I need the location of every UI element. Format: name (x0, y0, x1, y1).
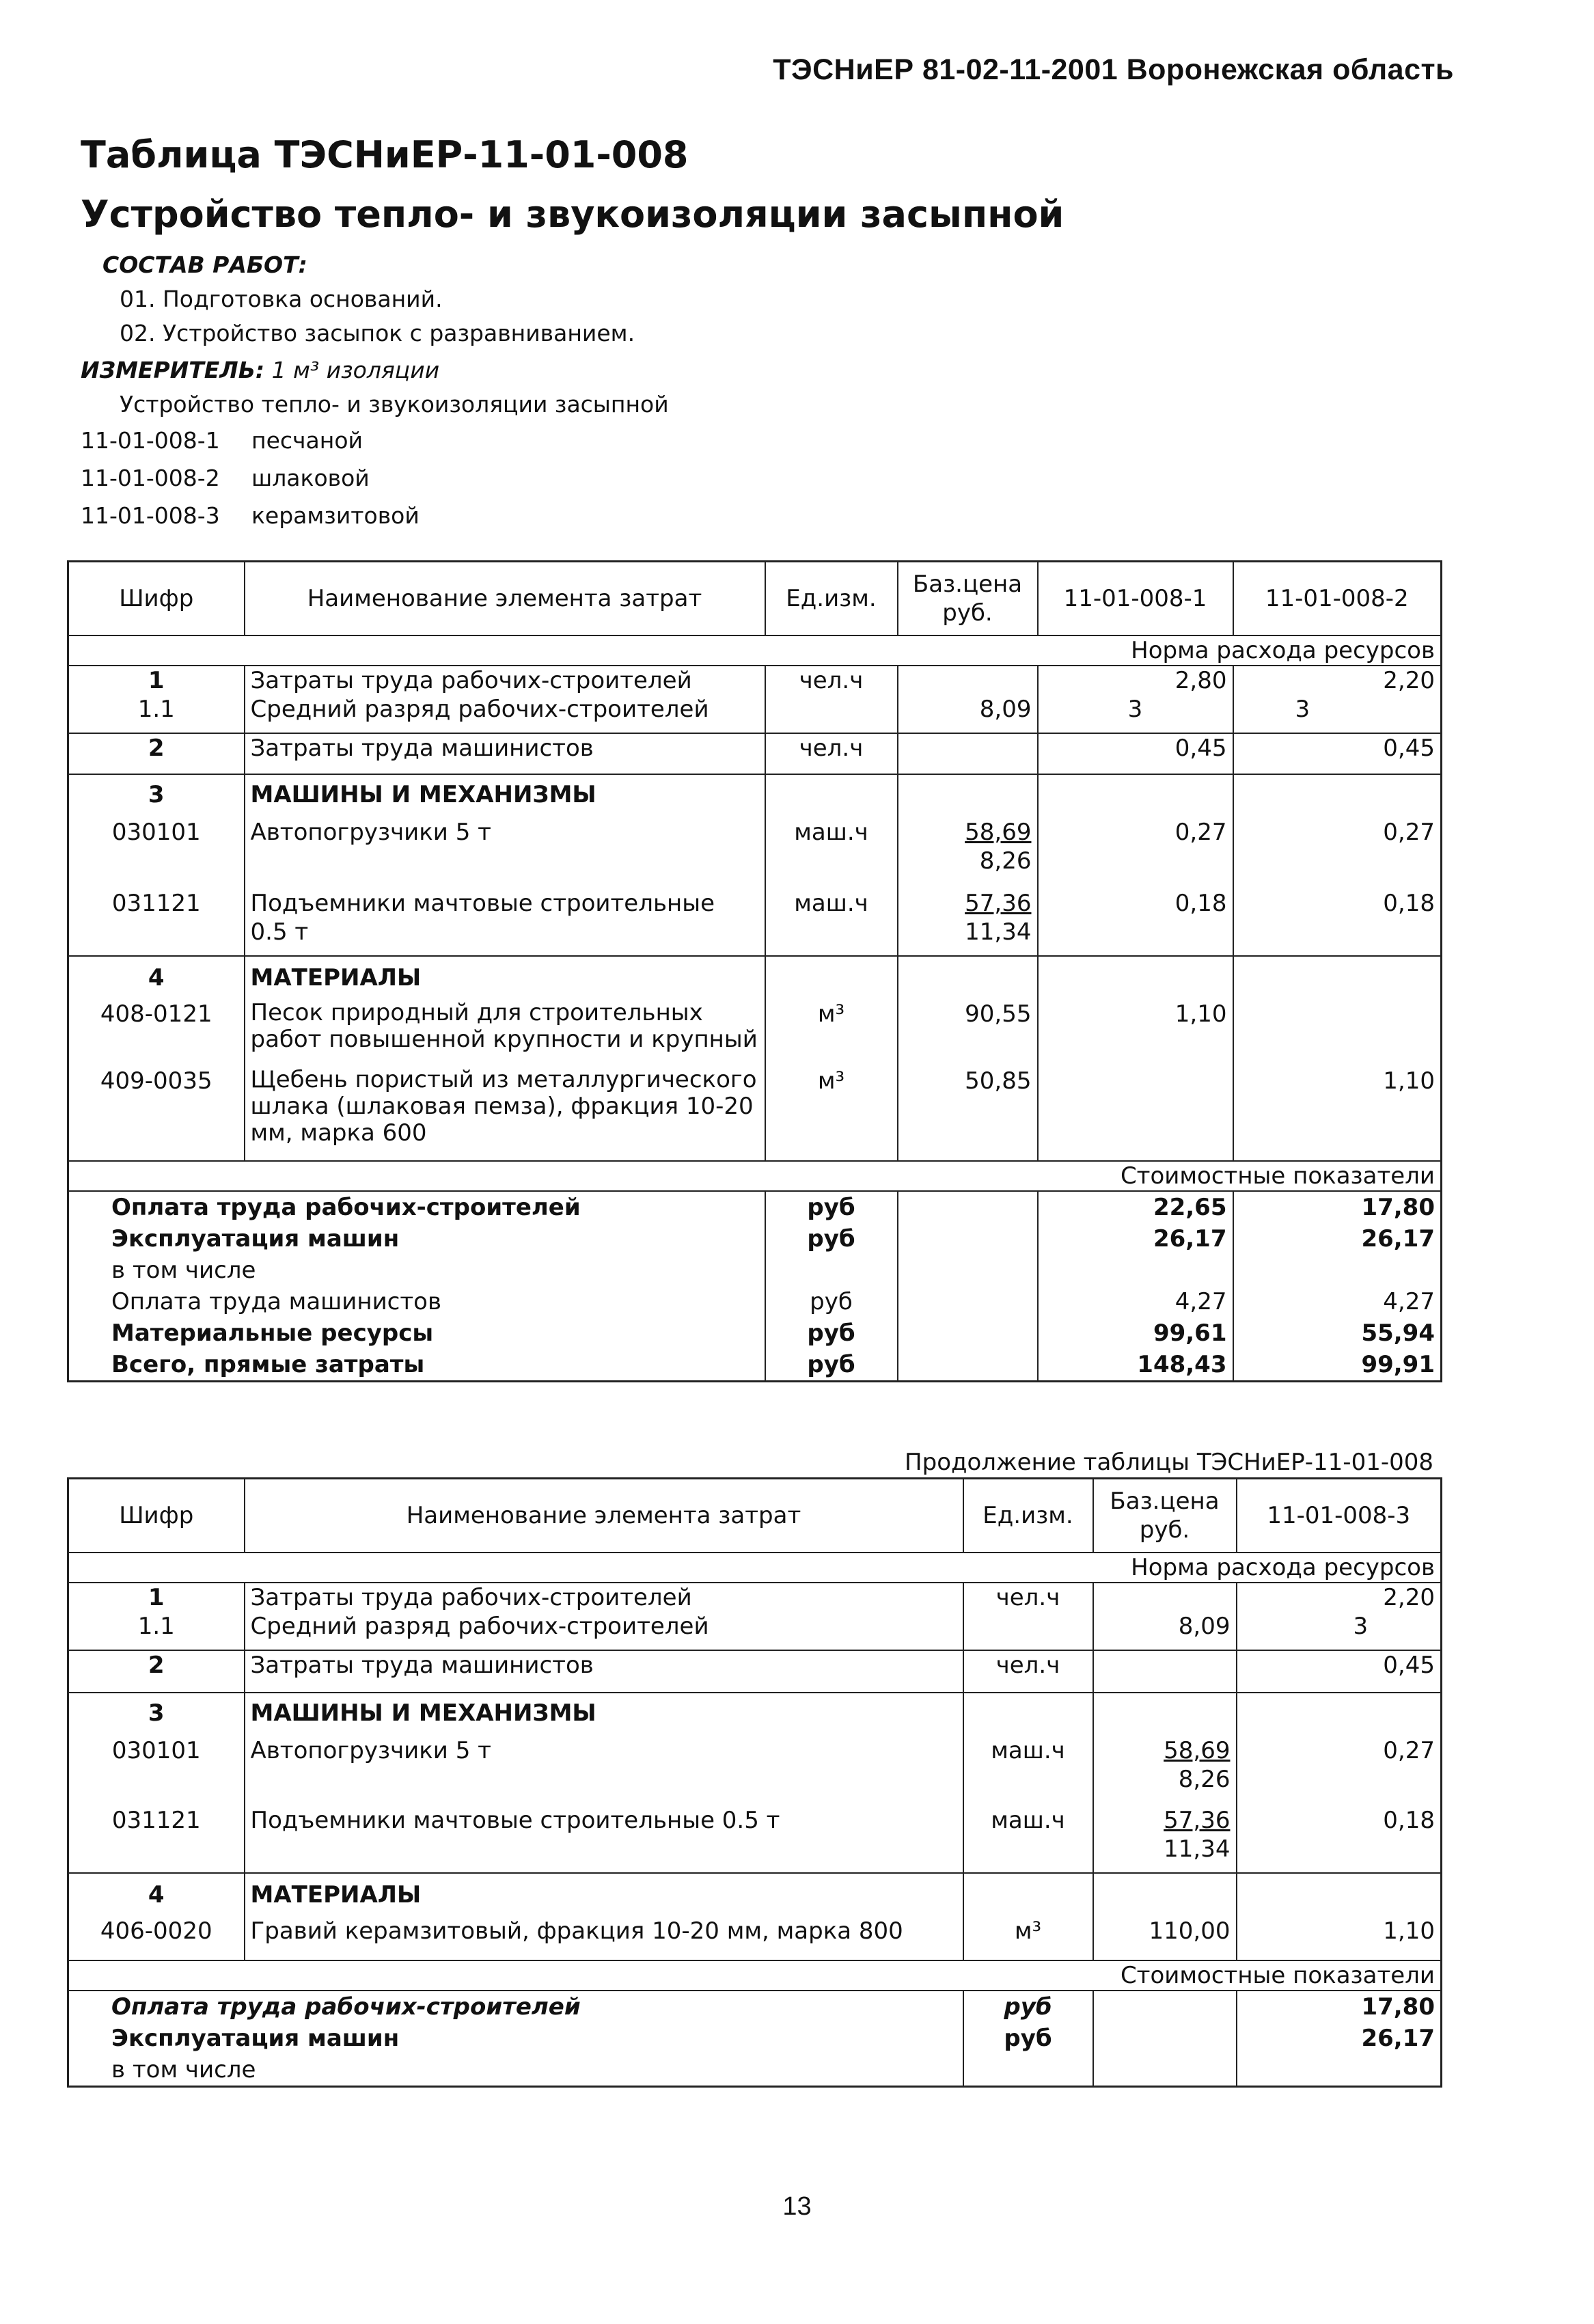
row-name: Гравий керамзитовый, фракция 10-20 мм, марка 800 (245, 1917, 963, 1960)
summary-row (68, 1191, 1442, 1223)
col-variant-2: 11-01-008-2 (1233, 562, 1442, 636)
summary-unit: руб (963, 1991, 1093, 2023)
norm-section-label: Норма расхода ресурсов (68, 635, 1442, 666)
col-unit: Ед.изм. (963, 1479, 1093, 1553)
row-value: 0,18 (1038, 889, 1233, 956)
section-row (68, 774, 1442, 818)
summary-value: 26,17 (1038, 1223, 1233, 1255)
row-price: 110,00 (1093, 1917, 1237, 1960)
row-price-wage: 8,26 (1178, 1766, 1231, 1793)
summary-value: 17,80 (1237, 1991, 1442, 2023)
summary-name: в том числе (111, 2056, 256, 2083)
summary-name: Оплата труда машинистов (111, 1288, 442, 1315)
variant-line (81, 427, 363, 454)
summary-row (68, 2054, 1442, 2087)
table-header-row (68, 562, 1442, 636)
summary-value: 99,61 (1038, 1317, 1233, 1349)
row-name: Подъемники мачтовые строительные 0.5 т (245, 1806, 963, 1873)
row-price-wage: 11,34 (1164, 1835, 1231, 1863)
table-row (68, 889, 1442, 956)
row-price: 90,55 (898, 1000, 1038, 1067)
summary-value: 99,91 (1233, 1349, 1442, 1382)
variant-code: 11-01-008-3 (81, 502, 220, 529)
row-code: 030101 (111, 1737, 201, 1764)
cost-table-1 (67, 560, 1442, 1382)
row-code: 406-0020 (100, 1917, 212, 1945)
table-row (68, 1736, 1442, 1806)
row-code: 409-0035 (100, 1067, 212, 1095)
variant-line (81, 502, 420, 529)
row-name: Средний разряд рабочих-строителей (245, 695, 765, 733)
summary-name: Материальные ресурсы (111, 1320, 434, 1347)
cost-section-label: Стоимостные показатели (68, 1161, 1442, 1191)
row-name: Подъемники мачтовые строительные 0.5 т (245, 889, 765, 956)
group-title: Устройство тепло- и звукоизоляции засыпной (120, 391, 669, 418)
row-name: Щебень пористый из металлургического шлака (шлаковая пемза), фракция 10-20 мм, марка 600 (245, 1067, 765, 1161)
table-subtitle: Устройство тепло- и звукоизоляции засыпной (81, 193, 1064, 236)
row-value: 0,45 (1237, 1650, 1442, 1693)
table-row (68, 1000, 1442, 1067)
row-price: 57,36 (965, 890, 1032, 917)
summary-row (68, 2023, 1442, 2054)
col-name: Наименование элемента затрат (245, 1479, 963, 1553)
summary-value: 55,94 (1233, 1317, 1442, 1349)
row-name: Песок природный для строительных работ повышенной крупности и крупный (245, 1000, 765, 1067)
cost-table-2 (67, 1477, 1442, 2088)
row-price: 58,69 (965, 819, 1032, 846)
row-value: 1,10 (1237, 1917, 1442, 1960)
summary-unit: руб (765, 1223, 898, 1255)
summary-unit: руб (765, 1191, 898, 1223)
summary-row (68, 1317, 1442, 1349)
table-row (68, 1650, 1442, 1693)
row-unit: чел.ч (963, 1650, 1093, 1693)
document-header: ТЭСНиЕР 81-02-11-2001 Воронежская область (773, 53, 1454, 86)
variant-code: 11-01-008-1 (81, 427, 220, 454)
measure-value: 1 м³ изоляции (271, 357, 440, 383)
col-price: Баз.цена руб. (898, 562, 1038, 636)
summary-name: Оплата труда рабочих-строителей (111, 1993, 581, 2021)
row-price-wage: 8,26 (979, 847, 1032, 875)
row-value: 0,27 (1038, 818, 1233, 889)
summary-value: 26,17 (1237, 2023, 1442, 2054)
row-name: Автопогрузчики 5 т (245, 1736, 963, 1806)
summary-row (68, 1255, 1442, 1286)
summary-value: 22,65 (1038, 1191, 1233, 1223)
continuation-caption: Продолжение таблицы ТЭСНиЕР-11-01-008 (905, 1449, 1433, 1476)
row-unit: м³ (765, 1000, 898, 1067)
variant-name: керамзитовой (251, 502, 420, 529)
row-unit: маш.ч (765, 889, 898, 956)
page-number: 13 (782, 2192, 812, 2221)
summary-name: Оплата труда рабочих-строителей (111, 1194, 581, 1221)
table-header-row (68, 1479, 1442, 1553)
row-unit: м³ (963, 1917, 1093, 1960)
row-value: 1,10 (1038, 1000, 1233, 1067)
variant-code: 11-01-008-2 (81, 465, 220, 491)
row-value: 0,27 (1237, 1736, 1442, 1806)
row-name: Затраты труда рабочих-строителей (245, 666, 765, 695)
row-unit: чел.ч (765, 666, 898, 695)
row-code: 030101 (111, 819, 201, 846)
table-row (68, 818, 1442, 889)
row-value: 2,20 (1233, 666, 1442, 695)
measure-label: ИЗМЕРИТЕЛЬ: (81, 357, 265, 383)
row-code: 408-0121 (100, 1000, 212, 1028)
summary-unit: руб (963, 2023, 1093, 2054)
table-row (68, 733, 1442, 774)
row-name: Средний разряд рабочих-строителей (245, 1612, 963, 1650)
work-item: 02. Устройство засыпок с разравниванием. (120, 320, 635, 346)
measure-line (81, 357, 439, 383)
row-price: 8,09 (898, 695, 1038, 733)
row-name: Затраты труда рабочих-строителей (245, 1583, 963, 1612)
summary-value: 4,27 (1233, 1286, 1442, 1317)
summary-unit: руб (765, 1286, 898, 1317)
row-value (1233, 1000, 1442, 1067)
variant-line (81, 465, 370, 491)
section-row (68, 1873, 1442, 1917)
col-price: Баз.цена руб. (1093, 1479, 1237, 1553)
row-code: 2 (68, 733, 245, 774)
section-title: МАТЕРИАЛЫ (245, 956, 765, 1000)
table-row (68, 1583, 1442, 1612)
table-row (68, 1612, 1442, 1650)
table-row (68, 695, 1442, 733)
row-price-wage: 11,34 (965, 918, 1032, 946)
row-code: 1 (148, 1584, 165, 1611)
row-value: 0,18 (1233, 889, 1442, 956)
row-price: 8,09 (1093, 1612, 1237, 1650)
row-code: 031121 (111, 1807, 201, 1834)
row-value: 1,10 (1233, 1067, 1442, 1161)
summary-value: 148,43 (1038, 1349, 1233, 1382)
row-name: Затраты труда машинистов (245, 733, 765, 774)
table-title: Таблица ТЭСНиЕР-11-01-008 (81, 133, 689, 176)
section-title: МАШИНЫ И МЕХАНИЗМЫ (245, 774, 765, 818)
row-unit: чел.ч (963, 1583, 1093, 1612)
row-unit: маш.ч (963, 1806, 1093, 1873)
section-row (68, 1693, 1442, 1736)
work-item: 01. Подготовка оснований. (120, 286, 443, 312)
row-code: 1 (148, 667, 165, 694)
row-unit: чел.ч (765, 733, 898, 774)
summary-name: Эксплуатация машин (111, 2025, 400, 2052)
row-name: Автопогрузчики 5 т (245, 818, 765, 889)
col-unit: Ед.изм. (765, 562, 898, 636)
row-value: 2,20 (1237, 1583, 1442, 1612)
row-name: Затраты труда машинистов (245, 1650, 963, 1693)
variant-name: шлаковой (251, 465, 370, 491)
row-code: 031121 (111, 890, 201, 917)
summary-unit: руб (765, 1317, 898, 1349)
row-value: 3 (1233, 695, 1442, 733)
row-code: 4 (68, 956, 245, 1000)
col-name: Наименование элемента затрат (245, 562, 765, 636)
row-value (1038, 1067, 1233, 1161)
row-value: 0,45 (1038, 733, 1233, 774)
row-value: 0,45 (1233, 733, 1442, 774)
summary-unit: руб (765, 1349, 898, 1382)
row-price: 57,36 (1164, 1807, 1231, 1834)
row-unit: м³ (765, 1067, 898, 1161)
summary-value: 4,27 (1038, 1286, 1233, 1317)
summary-row (68, 1223, 1442, 1255)
row-code: 1.1 (137, 1613, 175, 1640)
row-price: 50,85 (898, 1067, 1038, 1161)
summary-value: 17,80 (1233, 1191, 1442, 1223)
summary-row (68, 1349, 1442, 1382)
section-title: МАШИНЫ И МЕХАНИЗМЫ (245, 1693, 963, 1736)
row-value: 3 (1038, 695, 1233, 733)
table-row (68, 1917, 1442, 1960)
summary-row (68, 1991, 1442, 2023)
row-value: 0,27 (1233, 818, 1442, 889)
row-code: 2 (68, 1650, 245, 1693)
col-cipher: Шифр (68, 1479, 245, 1553)
table-row (68, 666, 1442, 695)
row-unit: маш.ч (765, 818, 898, 889)
summary-name: в том числе (111, 1257, 256, 1284)
row-value: 0,18 (1237, 1806, 1442, 1873)
row-value: 2,80 (1038, 666, 1233, 695)
col-variant-3: 11-01-008-3 (1237, 1479, 1442, 1553)
row-code: 3 (68, 774, 245, 818)
norm-section-label: Норма расхода ресурсов (68, 1553, 1442, 1583)
composition-label: СОСТАВ РАБОТ: (102, 251, 307, 278)
row-unit: маш.ч (963, 1736, 1093, 1806)
row-code: 3 (68, 1693, 245, 1736)
variant-name: песчаной (251, 427, 363, 454)
cost-section-label: Стоимостные показатели (68, 1960, 1442, 1991)
row-code: 4 (68, 1873, 245, 1917)
summary-value: 26,17 (1233, 1223, 1442, 1255)
row-price: 58,69 (1164, 1737, 1231, 1764)
section-title: МАТЕРИАЛЫ (245, 1873, 963, 1917)
col-variant-1: 11-01-008-1 (1038, 562, 1233, 636)
summary-row (68, 1286, 1442, 1317)
col-cipher: Шифр (68, 562, 245, 636)
summary-name: Эксплуатация машин (111, 1225, 400, 1253)
section-row (68, 956, 1442, 1000)
row-code: 1.1 (137, 696, 175, 723)
row-value: 3 (1237, 1612, 1442, 1650)
table-row (68, 1806, 1442, 1873)
table-row (68, 1067, 1442, 1161)
summary-name: Всего, прямые затраты (111, 1351, 425, 1378)
